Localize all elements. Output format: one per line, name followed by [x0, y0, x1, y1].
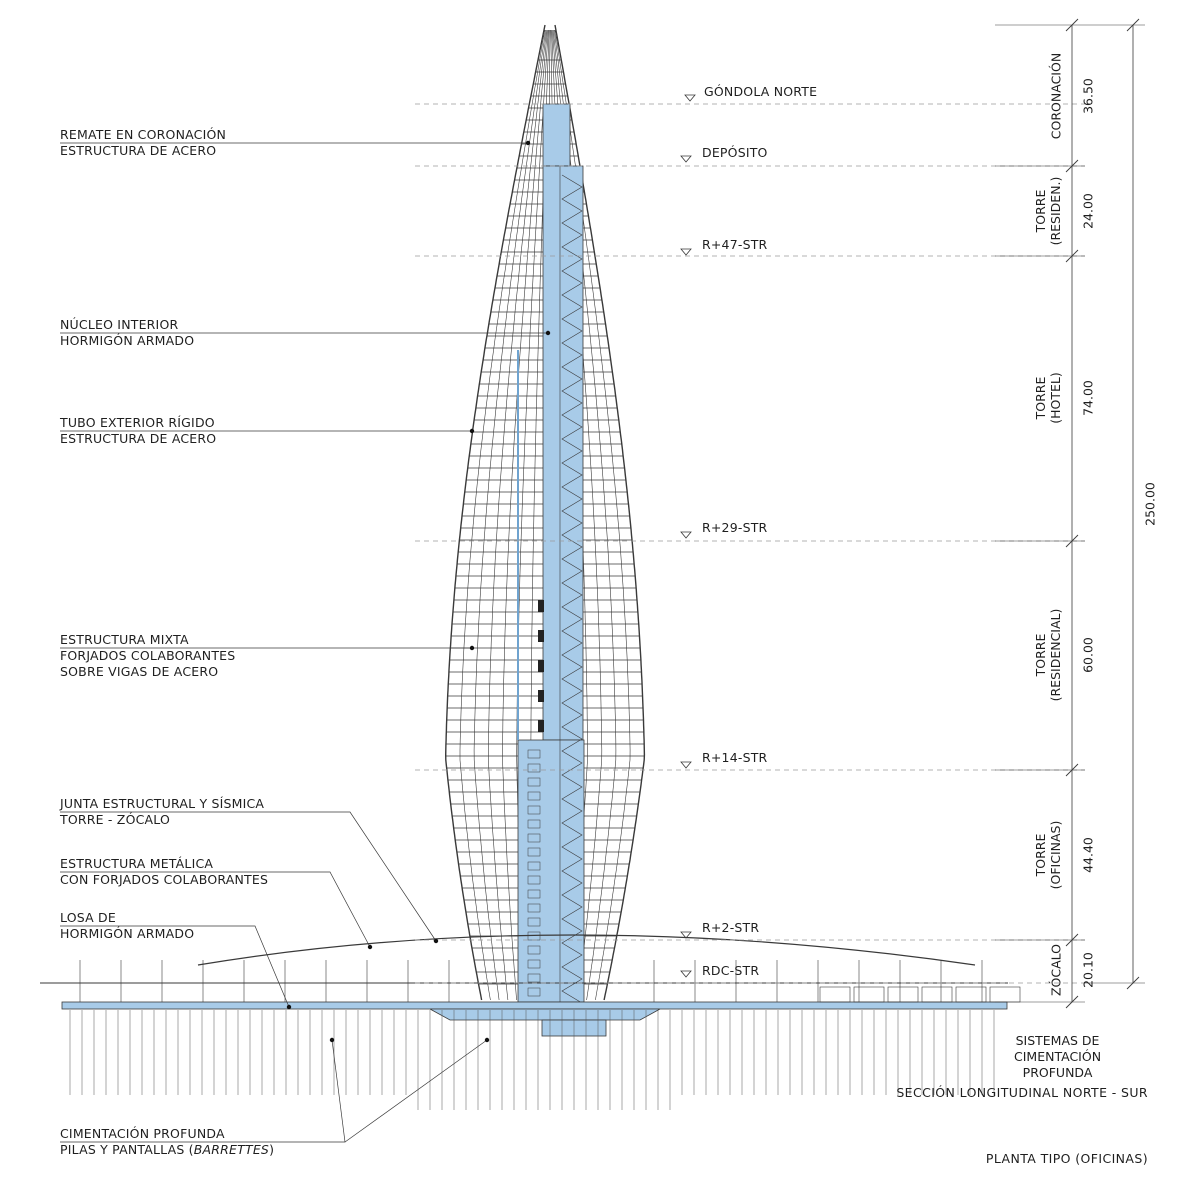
level-marker: [681, 762, 691, 768]
annotation-crown-line1: REMATE EN CORONACIÓN: [60, 127, 227, 142]
plan-title: PLANTA TIPO (OFICINAS): [985, 1151, 1148, 1166]
core-top: [543, 104, 570, 166]
section-title: SECCIÓN LONGITUDINAL NORTE - SUR: [896, 1085, 1148, 1100]
annotation-deep-foundation-line2: [60, 1142, 274, 1158]
podium-room: [990, 987, 1020, 1002]
core-dark-block: [538, 660, 544, 672]
foundation-label-line3: PROFUNDA: [1022, 1065, 1093, 1080]
foundation-label-line2: CIMENTACIÓN: [1014, 1049, 1102, 1064]
annotation-core-line1: NÚCLEO INTERIOR: [60, 317, 179, 332]
zone-residencial-line2: (RESIDENCIAL): [1048, 608, 1063, 702]
zone-residen-dim: 24.00: [1080, 193, 1096, 229]
foundation-label-line1: SISTEMAS DE: [1015, 1033, 1100, 1048]
level-label-r47: R+47-STR: [702, 237, 768, 252]
annotation-crown: [60, 127, 226, 159]
level-marker: [681, 156, 691, 162]
zone-residen-line2: (RESIDEN.): [1048, 176, 1063, 246]
annotation-mixed-line1: ESTRUCTURA MIXTA: [60, 632, 189, 647]
annotation-slab-line2: HORMIGÓN ARMADO: [60, 926, 195, 941]
zone-coronacion-line1: CORONACIÓN: [1048, 52, 1064, 140]
level-label-r29: R+29-STR: [702, 520, 768, 535]
leader-dot: [485, 1038, 489, 1042]
leader-dot: [287, 1005, 291, 1009]
annotation-tube: [60, 415, 216, 447]
level-label-r14: R+14-STR: [702, 750, 768, 765]
level-marker: [681, 532, 691, 538]
zone-coronacion-name: [1049, 53, 1064, 139]
core-dark-block: [538, 630, 544, 642]
zone-residencial-dim: 60.00: [1080, 637, 1096, 673]
annotation-mixed-line3: SOBRE VIGAS DE ACERO: [60, 664, 219, 679]
zone-oficinas-line1: TORRE: [1033, 833, 1048, 877]
core-upper: [543, 166, 583, 740]
annotation-metal: [60, 856, 268, 888]
annotation-crown-line2: ESTRUCTURA DE ACERO: [60, 143, 217, 158]
total-height-dim: 250.00: [1142, 482, 1158, 526]
annotation-mixed: [60, 632, 235, 680]
annotation-metal-line1: ESTRUCTURA METÁLICA: [60, 856, 214, 871]
podium-room: [854, 987, 884, 1002]
level-label-r2: R+2-STR: [702, 920, 760, 935]
level-label-gondola: GÓNDOLA NORTE: [704, 84, 818, 99]
core-dark-block: [538, 690, 544, 702]
leader-dot: [470, 429, 474, 433]
level-marker: [685, 95, 695, 101]
foundation-label: [1014, 1033, 1101, 1081]
zone-zocalo-dim: 20.10: [1080, 952, 1096, 988]
zone-zocalo-name: [1049, 944, 1064, 996]
zone-hotel-line1: TORRE: [1033, 376, 1048, 420]
podium-room: [956, 987, 986, 1002]
annotation-barrettes: BARRETTES: [193, 1142, 270, 1157]
level-label-deposito: DEPÓSITO: [702, 145, 768, 160]
annotation-deep-foundation-close: ): [269, 1142, 275, 1157]
annotation-deep-foundation: [60, 1126, 274, 1158]
zone-zocalo-line1: ZÓCALO: [1048, 943, 1064, 997]
annotation-joint: [60, 796, 264, 828]
annotation-mixed-line2: FORJADOS COLABORANTES: [60, 648, 236, 663]
leader-dot: [470, 646, 474, 650]
podium-room: [888, 987, 918, 1002]
zone-hotel-name: [1033, 372, 1063, 424]
level-marker: [681, 971, 691, 977]
podium-room: [922, 987, 952, 1002]
podium-room: [820, 987, 850, 1002]
leader-dot: [526, 141, 530, 145]
podium-slab: [62, 1002, 1007, 1009]
level-marker: [681, 249, 691, 255]
annotation-tube-line2: ESTRUCTURA DE ACERO: [60, 431, 217, 446]
zone-residen-name: [1033, 177, 1063, 246]
level-label-rdc: RDC-STR: [702, 963, 760, 978]
annotation-deep-foundation-text: PILAS Y PANTALLAS (: [60, 1142, 194, 1157]
zone-coronacion-dim: 36.50: [1080, 78, 1096, 114]
zone-residencial-line1: TORRE: [1033, 633, 1048, 677]
core-dark-block: [538, 720, 544, 732]
leader-dot: [434, 939, 438, 943]
zone-hotel-dim: 74.00: [1080, 380, 1096, 416]
zone-residencial-name: [1033, 609, 1063, 702]
annotation-core-line2: HORMIGÓN ARMADO: [60, 333, 195, 348]
annotation-slab: [60, 910, 194, 942]
annotation-tube-line1: TUBO EXTERIOR RÍGIDO: [60, 415, 215, 430]
podium-roof: [198, 935, 975, 965]
leader-dot: [330, 1038, 334, 1042]
leader-dot: [368, 945, 372, 949]
zone-oficinas-line2: (OFICINAS): [1048, 820, 1063, 890]
zone-oficinas-dim: 44.40: [1080, 837, 1096, 873]
raft-foundation: [430, 1009, 660, 1020]
annotation-joint-line2: TORRE - ZÓCALO: [60, 812, 171, 827]
annotation-core: [60, 317, 194, 349]
core-dark-block: [538, 600, 544, 612]
leader-dot: [546, 331, 550, 335]
annotation-deep-foundation-line1: CIMENTACIÓN PROFUNDA: [60, 1126, 225, 1141]
annotation-joint-line1: JUNTA ESTRUCTURAL Y SÍSMICA: [60, 796, 265, 811]
leader-line: [345, 1040, 487, 1142]
annotation-slab-line1: LOSA DE: [60, 910, 116, 925]
zone-residen-line1: TORRE: [1033, 189, 1048, 233]
zone-hotel-line2: (HOTEL): [1048, 372, 1063, 424]
annotation-metal-line2: CON FORJADOS COLABORANTES: [60, 872, 269, 887]
zone-oficinas-name: [1033, 821, 1063, 890]
